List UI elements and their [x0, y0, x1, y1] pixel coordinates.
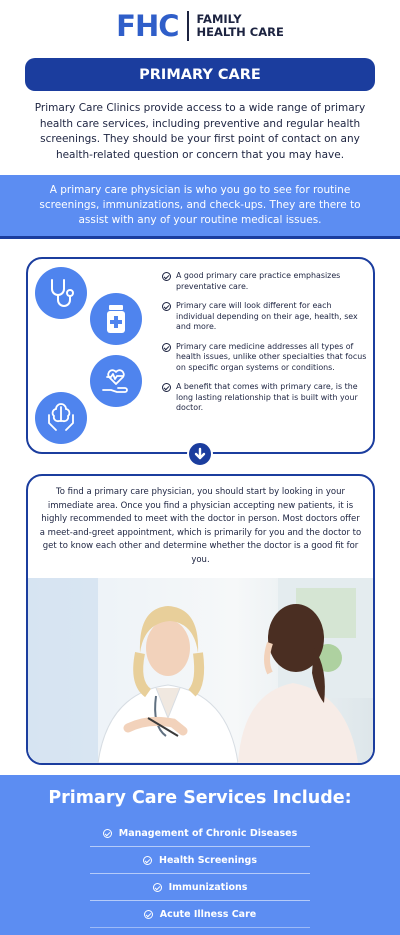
logo-name [197, 13, 284, 39]
logo-name-line2: HEALTH CARE [196, 25, 284, 39]
check-circle-icon [103, 829, 112, 838]
heart-in-hand-icon [90, 355, 142, 407]
logo-name-line1: FAMILY [196, 12, 242, 26]
check-circle-icon [143, 856, 152, 865]
logo-divider [187, 11, 189, 41]
list-item: Primary care will look different for each individual depending on their age, health, sex and more. [162, 301, 372, 333]
logo-letters: FHC [116, 9, 179, 43]
find-physician-card [26, 474, 375, 765]
check-circle-icon [162, 343, 171, 352]
brain-in-hands-icon [35, 392, 87, 444]
check-circle-icon [162, 272, 171, 281]
list-item: Primary care medicine addresses all types of health issues, unlike other specialties that focus on specific organ systems or conditions. [162, 342, 372, 374]
check-circle-icon [162, 383, 171, 392]
header [0, 0, 400, 52]
medicine-bottle-icon [90, 293, 142, 345]
check-circle-icon [162, 302, 171, 311]
list-item: A good primary care practice emphasizes preventative care. [162, 271, 372, 292]
services-title: Primary Care Services Include: [48, 788, 352, 808]
find-physician-text: To find a primary care physician, you should start by looking in your immediate area. Once you find a physician accepting new patients, it is highly recommended to meet with the doctor in person. Most doctors offer a meet-and-greet appointment, which is primarily for you and the doctor to get to know each other and determine whether the doctor is a good fit for you. [39, 487, 362, 565]
list-item: Health Screenings [90, 847, 310, 874]
list-item: Acute Illness Care [90, 901, 310, 928]
benefits-list [162, 271, 372, 423]
list-item: Immunizations [90, 874, 310, 901]
arrow-down-icon [187, 441, 213, 467]
services-list [0, 820, 400, 928]
check-circle-icon [144, 910, 153, 919]
list-item: A benefit that comes with primary care, is the long lasting relationship that is built with your doctor. [162, 382, 372, 414]
list-item: Management of Chronic Diseases [90, 820, 310, 847]
page-title: PRIMARY CARE [25, 58, 375, 91]
stethoscope-icon [35, 267, 87, 319]
info-band-text: A primary care physician is who you go to see for routine screenings, immunizations, and check-ups. They are there to assist with any of your routine medical issues. [39, 184, 361, 226]
services-section [0, 775, 400, 935]
doctor-patient-photo [28, 578, 373, 763]
info-band [0, 175, 400, 239]
benefits-card [26, 257, 375, 454]
intro-paragraph: Primary Care Clinics provide access to a wide range of primary health care services, including preventive and regular health screenings. They should be your first point of contact on any health-related question or concern that you may have. [34, 102, 366, 161]
check-circle-icon [153, 883, 162, 892]
